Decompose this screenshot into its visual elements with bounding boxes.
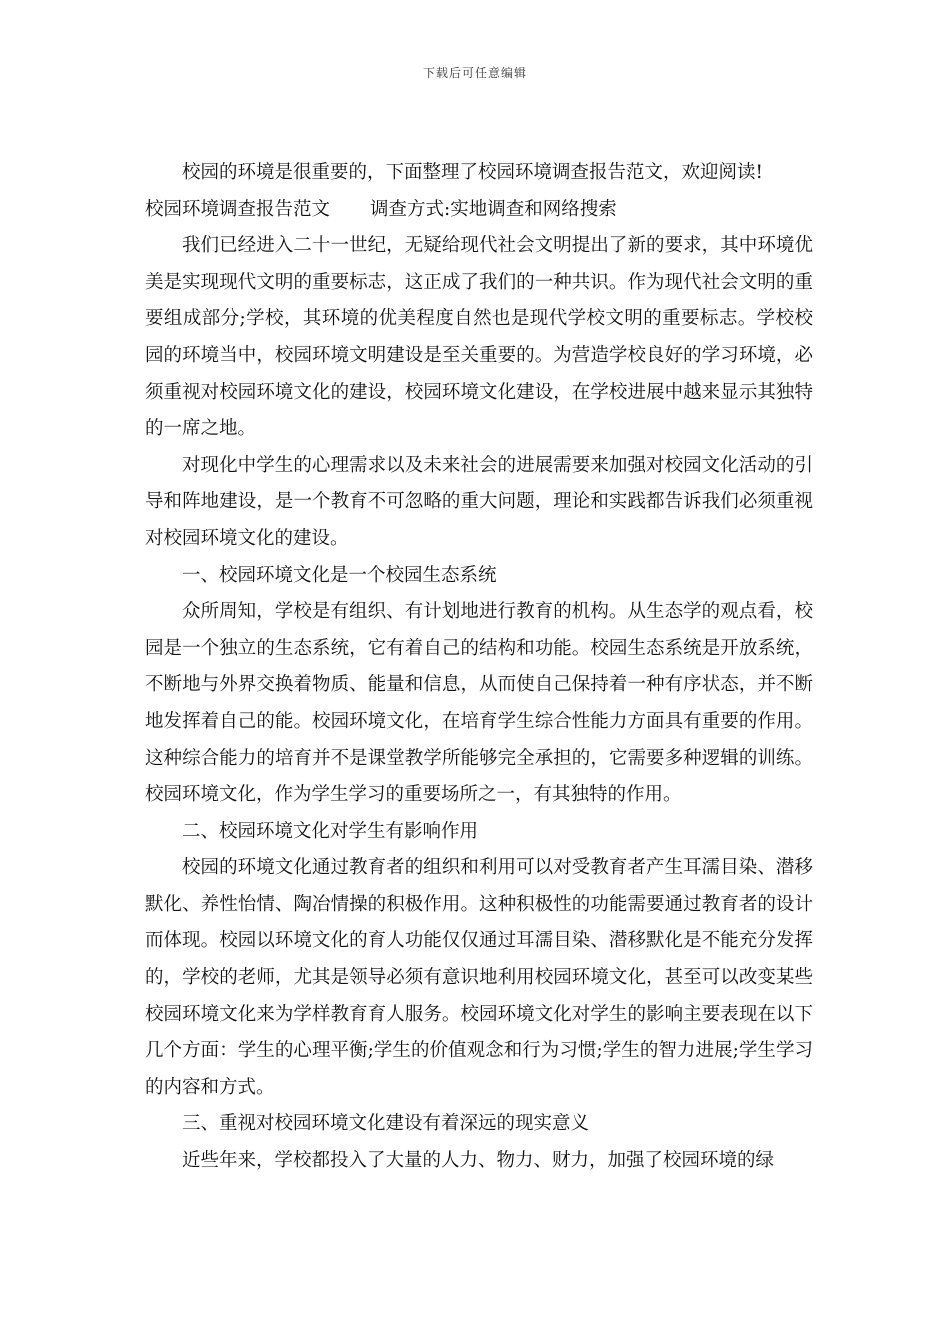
- document-body: [145, 155, 813, 1180]
- section-body-3: 近些年来，学校都投入了大量的人力、物力、财力，加强了校园环境的绿: [182, 1150, 775, 1172]
- survey-method: 调查方式:实地调查和网络搜索: [370, 198, 617, 220]
- section-heading-2: 二、校园环境文化对学生有影响作用: [182, 820, 479, 842]
- section-body-1: 众所周知，学校是有组织、有计划地进行教育的机构。从生态学的观点看，校园是一个独立的生态系统，它有着自己的结构和功能。校园生态系统是开放系统，不断地与外界交换着物质、能量和信息，从而使自己保持着一种有序状态，并不断地发挥着自己的能。校园环境文化，在培育学生综合性能力方面具有重要的作用。这种综合能力的培育并不是课堂教学所能够完全承担的，它需要多种逻辑的训练。校园环境文化，作为学生学习的重要场所之一，有其独特的作用。: [145, 601, 813, 806]
- section-heading-3: 三、重视对校园环境文化建设有着深远的现实意义: [182, 1113, 590, 1135]
- section-heading-1: 一、校园环境文化是一个校园生态系统: [182, 564, 497, 586]
- header-note: 下载后可任意编辑: [422, 66, 527, 80]
- section-body-2: 校园的环境文化通过教育者的组织和利用可以对受教育者产生耳濡目染、潜移默化、养性怡情、陶冶情操的积极作用。这种积极性的功能需要通过教育者的设计而体现。校园以环境文化的育人功能仅仅通过耳濡目染、潜移默化是不能充分发挥的，学校的老师，尤其是领导必须有意识地利用校园环境文化，甚至可以改变某些校园环境文化来为学样教育育人服务。校园环境文化对学生的影响主要表现在以下几个方面：学生的心理平衡;学生的价值观念和行为习惯;学生的智力进展;学生学习的内容和方式。: [145, 857, 813, 1098]
- report-title: 校园环境调查报告范文: [145, 198, 331, 220]
- body-paragraph-2: 对现化中学生的心理需求以及未来社会的进展需要来加强对校园文化活动的引导和阵地建设，是一个教育不可忽略的重大问题，理论和实践都告诉我们必须重视对校园环境文化的建设。: [145, 454, 813, 549]
- body-paragraph-1: 我们已经进入二十一世纪，无疑给现代社会文明提出了新的要求，其中环境优美是实现现代文明的重要标志，这正成了我们的一种共识。作为现代社会文明的重要组成部分;学校，其环境的优美程度自然也是现代学校文明的重要标志。学校校园的环境当中，校园环境文明建设是至关重要的。为营造学校良好的学习环境，必须重视对校园环境文化的建设，校园环境文化建设，在学校进展中越来显示其独特的一席之地。: [145, 235, 813, 440]
- intro-paragraph: 校园的环境是很重要的，下面整理了校园环境调查报告范文，欢迎阅读!: [182, 162, 763, 183]
- report-title-line: [145, 192, 813, 229]
